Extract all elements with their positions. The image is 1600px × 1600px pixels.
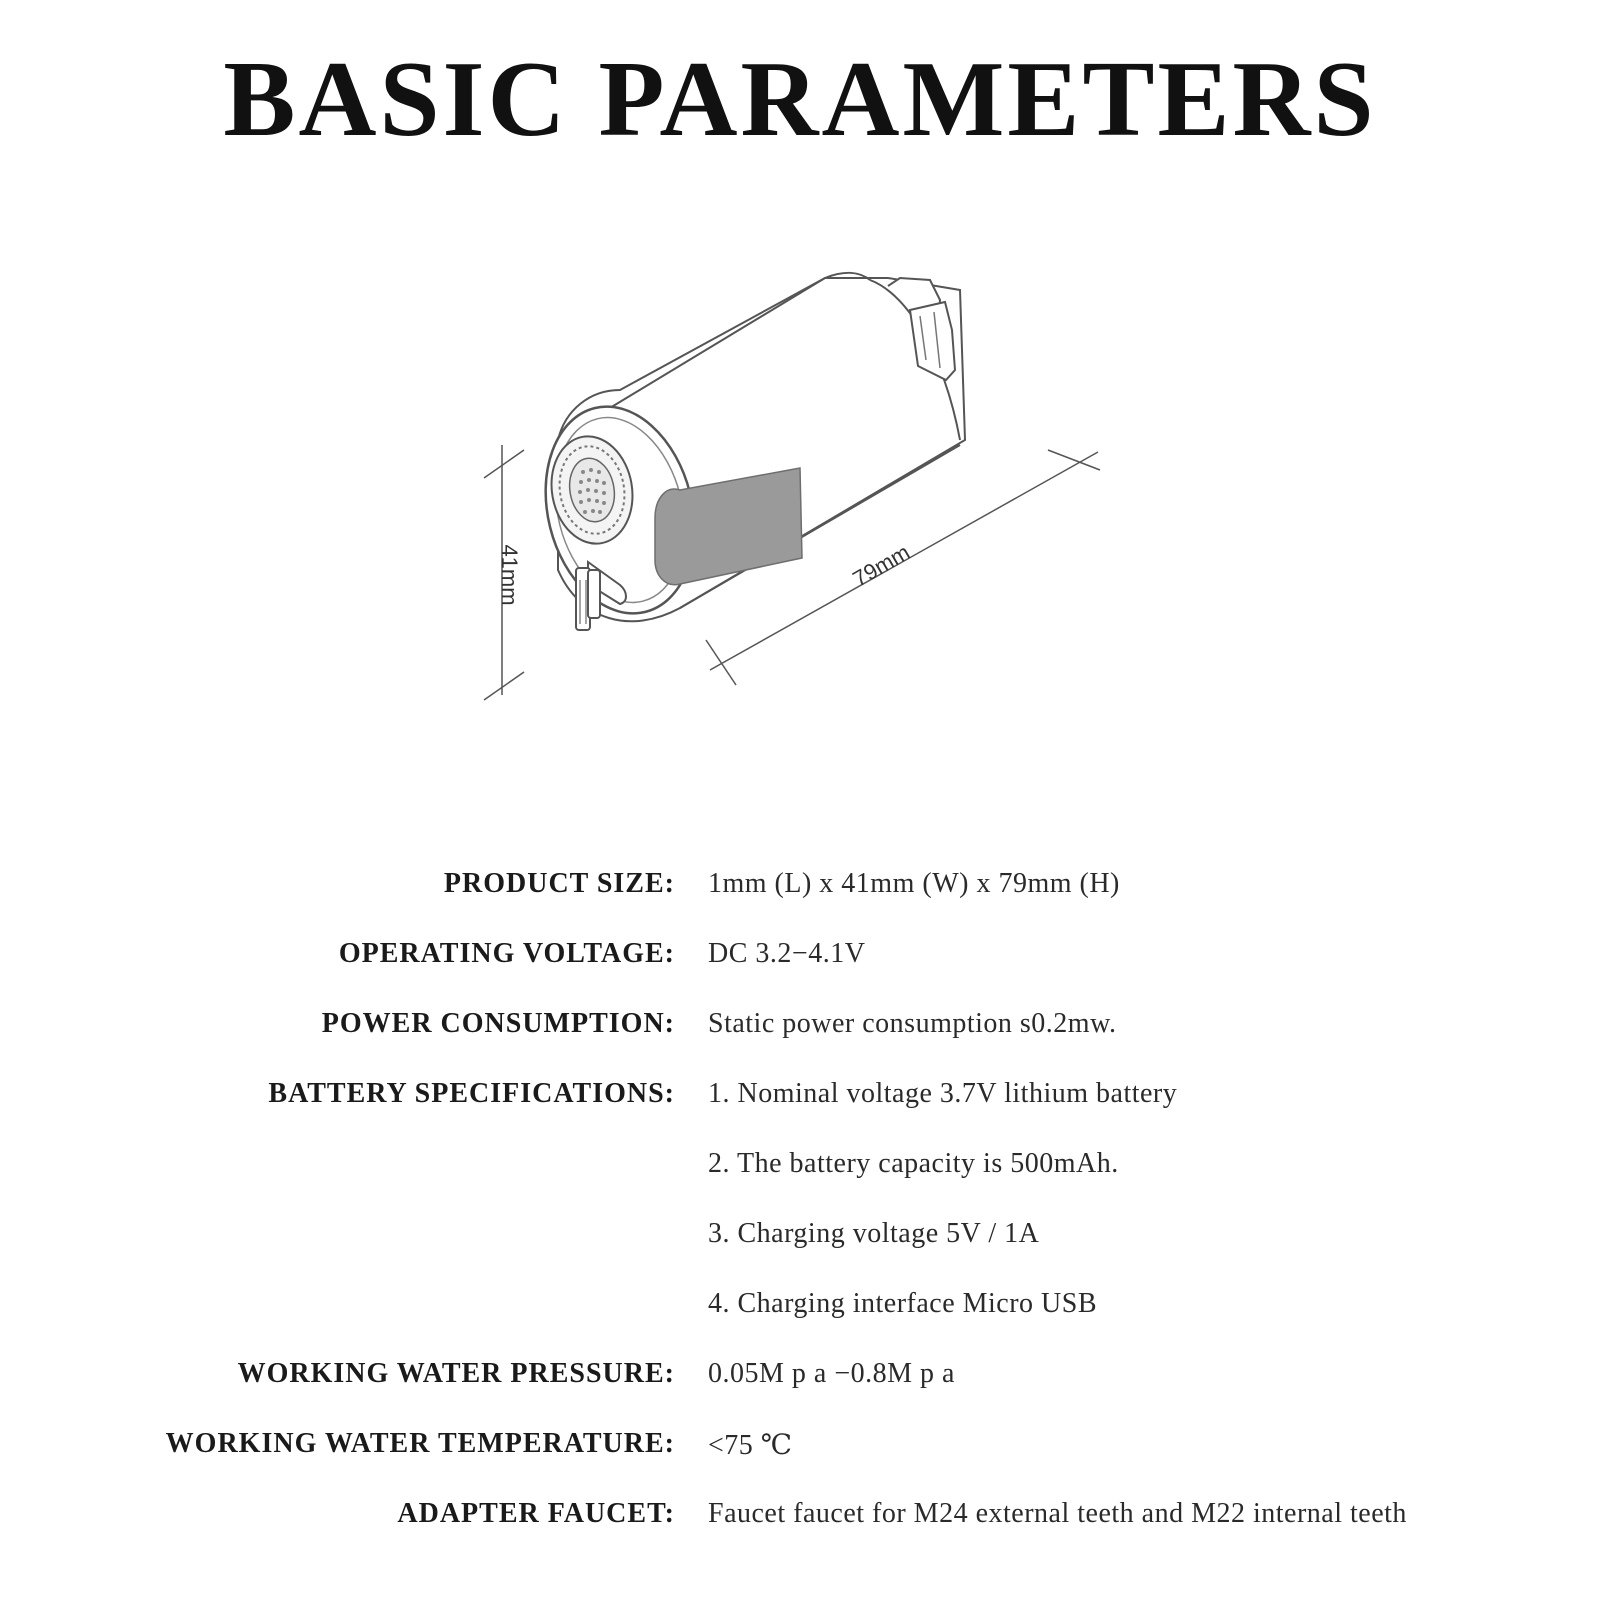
spec-value: 3. Charging voltage 5V / 1A [708, 1218, 1040, 1249]
spec-value: 2. The battery capacity is 500mAh. [708, 1148, 1119, 1179]
spec-label: ADAPTER FAUCET: [397, 1498, 675, 1529]
spec-value: 1. Nominal voltage 3.7V lithium battery [708, 1078, 1178, 1109]
length-dimension-label: 79mm [848, 539, 914, 592]
spec-row-adapter-faucet [0, 1498, 1600, 1538]
spec-value: Static power consumption s0.2mw. [708, 1008, 1117, 1039]
spec-value: DC 3.2−4.1V [708, 938, 866, 969]
spec-row-battery-specifications [0, 1078, 1600, 1118]
spec-label: WORKING WATER TEMPERATURE: [165, 1428, 675, 1459]
product-illustration [440, 240, 1160, 760]
spec-value: 4. Charging interface Micro USB [708, 1288, 1098, 1319]
spec-label: PRODUCT SIZE: [443, 868, 675, 899]
faucet-sensor-device-icon [440, 240, 1160, 760]
spec-label: POWER CONSUMPTION: [321, 1008, 675, 1039]
height-dimension-label: 41mm [497, 544, 522, 606]
spec-value: 1mm (L) x 41mm (W) x 79mm (H) [708, 868, 1120, 899]
page-title: BASIC PARAMETERS [223, 40, 1377, 159]
spec-row-power-consumption [0, 1008, 1600, 1048]
spec-value: 0.05M p a −0.8M p a [708, 1358, 955, 1389]
spec-label: WORKING WATER PRESSURE: [237, 1358, 675, 1389]
spec-row-product-size [0, 868, 1600, 908]
spec-row-working-water-pressure [0, 1358, 1600, 1398]
spec-label: OPERATING VOLTAGE: [338, 938, 675, 969]
spec-row-working-water-temperature [0, 1428, 1600, 1468]
spec-value: Faucet faucet for M24 external teeth and M22 internal teeth [708, 1498, 1407, 1529]
spec-row-charging-interface [0, 1288, 1600, 1328]
spec-row-charging-voltage [0, 1218, 1600, 1258]
spec-label: BATTERY SPECIFICATIONS: [268, 1078, 675, 1109]
spec-row-battery-capacity [0, 1148, 1600, 1188]
spec-row-operating-voltage [0, 938, 1600, 978]
spec-value: <75 ℃ [708, 1430, 793, 1461]
